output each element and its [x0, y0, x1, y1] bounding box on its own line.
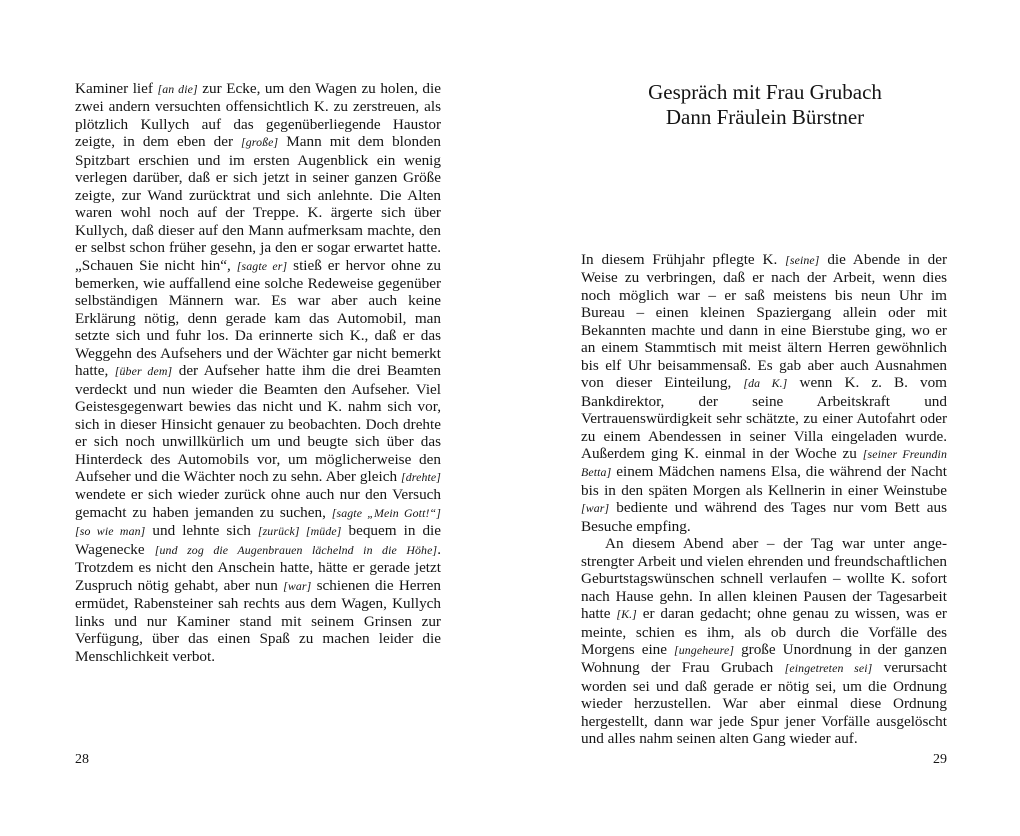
- text-run: In diesem Frühjahr pflegte K.: [581, 251, 786, 268]
- editorial-note: [drehte]: [401, 469, 441, 484]
- page-number: 29: [933, 752, 947, 767]
- chapter-title-line-2: Dann Fräulein Bürstner: [665, 105, 865, 129]
- text-run: große Unordnung in der ganzen Wohnung der Frau Grubach: [581, 640, 947, 677]
- chapter-title-line-1: Gespräch mit Frau Grubach: [648, 80, 882, 104]
- editorial-note: [zurück] [müde]: [257, 524, 342, 539]
- editorial-note: [sagte „Mein Gott!“] [so wie man]: [75, 505, 441, 539]
- text-run: wenn K. z. B. vom Bankdirektor, der seine Arbeitskraft und Vertrauenswürdigkeit sehr schätzte, zu einer Autofahrt oder zu einem Abendessen in seiner Villa eingeladen wurde. Außerdem ging K. einmal in der Woche zu: [581, 374, 947, 462]
- text-run: der Aufseher hatte ihm die drei Beamten verdeckt und nun wieder die Beamten den Aufseher. Viel Geistesgegenwart bewies das nicht und K. nahm sich vor, sich in dieser Hinsicht genauer zu beobachten. Doch drehte er sich noch unwillkürlich um und beugte sich über das Hinterdeck des Automobils vor, um möglicherweise den Aufseher und die Wächter noch zu sehn. Aber gleich: [75, 362, 442, 485]
- right-paragraph-1: [581, 251, 947, 535]
- text-run: die Abende in der Weise zu verbringen, daß er nach der Arbeit, wenn dies noch möglich war – er saß meistens bis neun Uhr im Bureau – einen kleinen Spaziergang allein oder mit Bekannten machte und dann in eine Bierstube ging, wo er an einem Stammtisch mit meist ältern Herren gewöhnlich bis elf Uhr beisammensaß. Es gab aber auch Ausnahmen von dieser Einteilung,: [581, 251, 948, 392]
- text-run: bequem in die Wagenecke: [75, 522, 441, 558]
- editorial-note: [sagte er]: [236, 258, 288, 273]
- left-paragraph: [75, 80, 441, 665]
- text-run: zur Ecke, um den Wagen zu holen, die zwei andern versuchten offensichtlich K. zu zerstreuen, als plötzlich Kullych auf das gegenüberliegende Haustor zeigte, in dem eben der: [75, 80, 441, 151]
- right-page-text: [581, 251, 947, 748]
- editorial-note: [und zog die Augenbrauen lächelnd in die Höhe]: [154, 542, 438, 557]
- text-run: An diesem Abend aber – der Tag war unter angestrengter Arbeit und vielen ehrenden und freundschaftlichen Geburtstagswünschen schnell verlaufen – wollte K. sofort nach Hause gehn. In allen kleinen Pausen der Tagesarbeit hatte: [581, 535, 947, 623]
- editorial-note: [war]: [283, 578, 312, 593]
- editorial-note: [seiner Freundin Betta]: [581, 446, 947, 480]
- text-run: Kaminer lief: [75, 80, 158, 97]
- editorial-note: [an die]: [157, 82, 198, 96]
- text-run: verursacht worden sei und daß gerade er nötig sei, um die Ordnung wieder herzustellen. War aber einmal diese Ordnung hergestellt, dann war jede Spur jener Vorfälle ausgelöscht und alles nahm seinen alten Gang wieder auf.: [581, 659, 947, 748]
- page-number: 28: [75, 752, 89, 767]
- right-paragraph-2: [581, 535, 947, 747]
- chapter-title: [510, 80, 1020, 130]
- right-page: [510, 0, 1020, 836]
- editorial-note: [ungeheure]: [674, 642, 735, 657]
- editorial-note: [über dem]: [114, 364, 173, 379]
- text-run: . Trotzdem es nicht den Anschein hatte, hätte er gerade jetzt Zuspruch nötig gehabt, aber nun: [75, 540, 441, 594]
- text-run: bediente und während des Tages nur vom Bett aus Besuche empfing.: [581, 499, 947, 535]
- text-run: und lehnte sich: [145, 522, 258, 540]
- editorial-note: [da K.]: [743, 376, 788, 391]
- text-run: Mann mit dem blonden Spitzbart erschien und im ersten Augenblick ein wenig verlegen darüber, daß er sich jetzt in seiner ganzen Größe zeigte, zur Wand zurücktrat und sich anlehnte. Die Alten waren wohl noch auf der Treppe. K. ärgerte sich über Kullych, daß dieser auf den Mann aufmerksam machte, den er selbst schon früher gesehn, ja den er sogar erwartet hatte. „Schauen Sie nicht hin“,: [75, 133, 442, 274]
- text-run: wendete er sich wieder zurück ohne auch nur den Versuch gemacht zu haben jemanden zu suchen,: [75, 486, 441, 521]
- editorial-note: [eingetreten sei]: [784, 661, 873, 676]
- editorial-note: [K.]: [616, 607, 637, 622]
- text-run: schienen die Herren ermüdet, Rabensteiner sah rechts aus dem Wagen, Kullych links und nur Kaminer stand mit seinem Grinsen zur Verfügung, über das einen Spaß zu machen leider die Menschlichkeit verbot.: [75, 576, 441, 665]
- left-page-text: [75, 80, 441, 665]
- editorial-note: [große]: [241, 135, 279, 150]
- editorial-note: [war]: [581, 501, 610, 516]
- text-run: einem Mädchen namens Elsa, die während der Nacht bis in den späten Morgen als Kellnerin in einer Weinstube: [581, 463, 947, 499]
- text-run: stieß er hervor ohne zu bemerken, wie auffallend eine solche Redeweise gegenüber selbständigen Männern war. Es war aber auch keine Erklärung nötig, denn gerade kam das Automobil, man setzte sich und fuhr los. Da erinnerte sich K., daß er das Weggehn des Aufsehers und der Wächter gar nicht bemerkt hatte,: [75, 256, 441, 380]
- editorial-note: [seine]: [785, 253, 820, 267]
- text-run: er daran gedacht; ohne genau zu wissen, was er meinte, schien es ihm, als ob durch die Vorfälle des Morgens eine: [581, 605, 947, 658]
